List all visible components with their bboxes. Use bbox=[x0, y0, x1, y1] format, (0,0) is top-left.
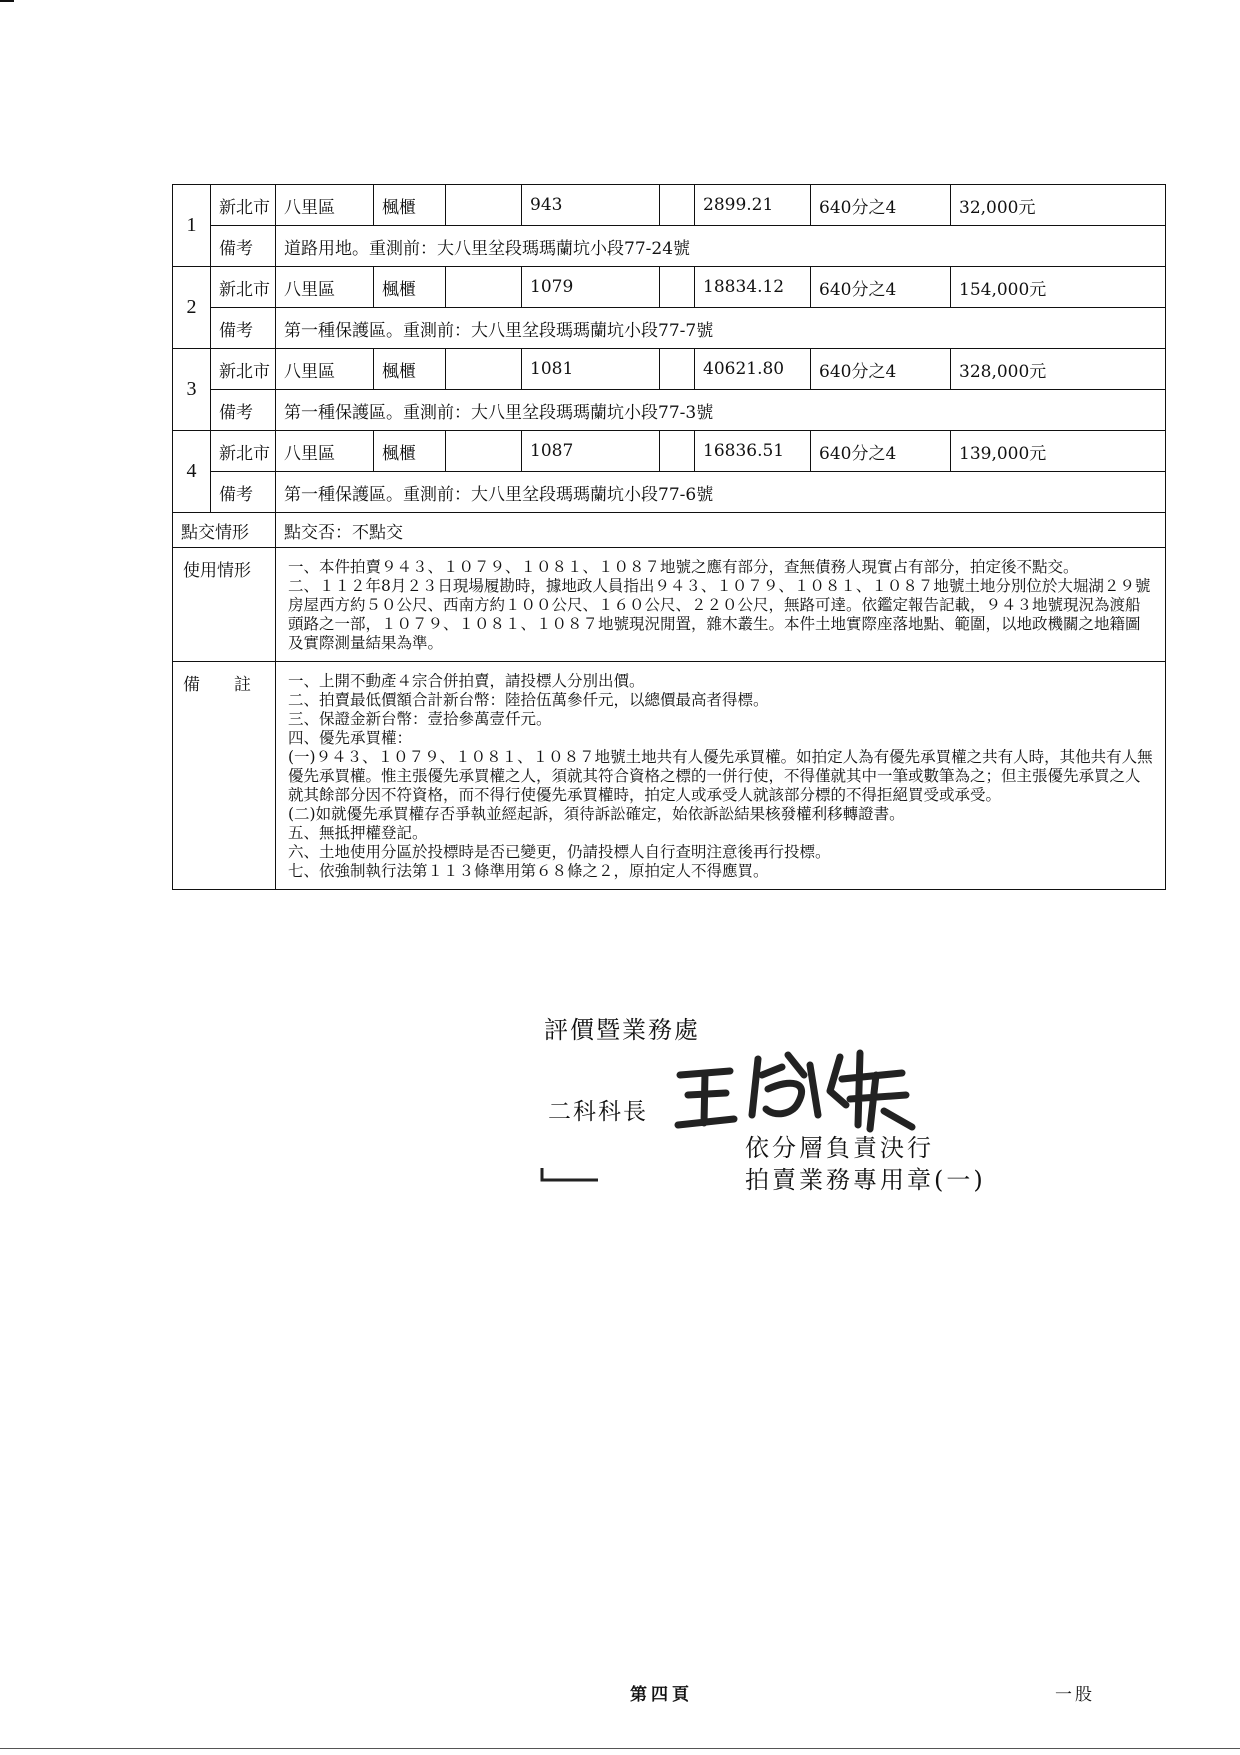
subsection-cell bbox=[446, 431, 522, 472]
share-cell: 640分之4 bbox=[811, 431, 951, 472]
handover-text: 點交否：不點交 bbox=[276, 513, 1166, 548]
share-cell: 640分之4 bbox=[811, 267, 951, 308]
blank-cell bbox=[660, 267, 695, 308]
court-section: 一股 bbox=[1055, 1685, 1095, 1705]
price-cell: 154,000元 bbox=[951, 267, 1166, 308]
usage-row bbox=[173, 548, 1166, 662]
city-cell: 新北市 bbox=[211, 349, 276, 390]
page-number: 第四頁 bbox=[630, 1685, 693, 1705]
stamp-corner-mark bbox=[540, 1168, 600, 1184]
lot-cell: 943 bbox=[522, 185, 660, 226]
lot-number-index: 3 bbox=[173, 349, 211, 431]
area-cell: 2899.21 bbox=[695, 185, 811, 226]
section-cell: 楓櫃 bbox=[374, 267, 446, 308]
notes-text-line: 一、上開不動產４宗合併拍賣，請投標人分別出價。 bbox=[288, 672, 645, 690]
handover-label: 點交情形 bbox=[173, 513, 276, 548]
remark-label: 備考 bbox=[211, 472, 276, 513]
remark-label: 備考 bbox=[211, 390, 276, 431]
notes-text-line: 四、優先承買權： bbox=[288, 729, 413, 747]
blank-cell bbox=[660, 431, 695, 472]
delegation-stamp-line-2: 拍賣業務專用章(一) bbox=[745, 1166, 986, 1194]
handover-row bbox=[173, 513, 1166, 548]
district-cell: 八里區 bbox=[276, 431, 374, 472]
section-cell: 楓櫃 bbox=[374, 431, 446, 472]
scan-bottom-rule bbox=[0, 1748, 1240, 1749]
notes-text-line: 三、保證金新台幣：壹拾參萬壹仟元。 bbox=[288, 710, 552, 728]
district-cell: 八里區 bbox=[276, 185, 374, 226]
remark-text: 道路用地。重測前：大八里坌段瑪瑪蘭坑小段77-24號 bbox=[276, 226, 1166, 267]
remark-text: 第一種保護區。重測前：大八里坌段瑪瑪蘭坑小段77-3號 bbox=[276, 390, 1166, 431]
property-row bbox=[173, 349, 1166, 390]
usage-text-line: 二、１１２年8月２３日現場履勘時，據地政人員指出９４３、１０７９、１０８１、１０８７地號土地分別位於大堀湖２９號房屋西方約５０公尺、西南方約１００公尺、１６０公尺、２２０公尺，無路可達。依鑑定報告記載，９４３地號現況為渡船頭路之一部，１０７９、１０８１、１０８７地號現況閒置，雜木叢生。本件土地實際座落地點、範圍，以地政機關之地籍圖及實際測量結果為準。 bbox=[288, 577, 1151, 652]
price-cell: 328,000元 bbox=[951, 349, 1166, 390]
scan-corner-mark bbox=[0, 0, 14, 2]
district-cell: 八里區 bbox=[276, 349, 374, 390]
lot-number-index: 2 bbox=[173, 267, 211, 349]
notes-text-line: 七、依強制執行法第１１３條準用第６８條之２，原拍定人不得應買。 bbox=[288, 862, 769, 880]
city-cell: 新北市 bbox=[211, 267, 276, 308]
subsection-cell bbox=[446, 267, 522, 308]
city-cell: 新北市 bbox=[211, 185, 276, 226]
price-cell: 32,000元 bbox=[951, 185, 1166, 226]
city-cell: 新北市 bbox=[211, 431, 276, 472]
handwritten-signature bbox=[670, 1045, 920, 1133]
remark-text: 第一種保護區。重測前：大八里坌段瑪瑪蘭坑小段77-6號 bbox=[276, 472, 1166, 513]
remark-text: 第一種保護區。重測前：大八里坌段瑪瑪蘭坑小段77-7號 bbox=[276, 308, 1166, 349]
land-table-body bbox=[173, 185, 1166, 890]
area-cell: 16836.51 bbox=[695, 431, 811, 472]
area-cell: 40621.80 bbox=[695, 349, 811, 390]
property-remark-row bbox=[173, 308, 1166, 349]
remark-label: 備考 bbox=[211, 226, 276, 267]
property-remark-row bbox=[173, 226, 1166, 267]
usage-label: 使用情形 bbox=[173, 548, 276, 662]
notes-text-line: 六、土地使用分區於投標時是否已變更，仍請投標人自行查明注意後再行投標。 bbox=[288, 843, 831, 861]
lot-number-index: 1 bbox=[173, 185, 211, 267]
share-cell: 640分之4 bbox=[811, 349, 951, 390]
lot-cell: 1079 bbox=[522, 267, 660, 308]
delegation-stamp-line-1: 依分層負責決行 bbox=[745, 1134, 934, 1162]
subsection-cell bbox=[446, 185, 522, 226]
share-cell: 640分之4 bbox=[811, 185, 951, 226]
property-remark-row bbox=[173, 390, 1166, 431]
remark-label: 備考 bbox=[211, 308, 276, 349]
notes-text bbox=[276, 662, 1166, 890]
area-cell: 18834.12 bbox=[695, 267, 811, 308]
issuing-office: 評價暨業務處 bbox=[544, 1016, 700, 1044]
notes-text-line: 二、拍賣最低價額合計新台幣：陸拾伍萬參仟元，以總價最高者得標。 bbox=[288, 691, 769, 709]
notes-text-line: (二)如就優先承買權存否爭執並經起訴，須待訴訟確定，始依訴訟結果核發權利移轉證書。 bbox=[288, 805, 905, 823]
usage-text bbox=[276, 548, 1166, 662]
district-cell: 八里區 bbox=[276, 267, 374, 308]
notes-row bbox=[173, 662, 1166, 890]
property-remark-row bbox=[173, 472, 1166, 513]
property-row bbox=[173, 431, 1166, 472]
section-cell: 楓櫃 bbox=[374, 185, 446, 226]
subsection-cell bbox=[446, 349, 522, 390]
usage-text-line: 一、本件拍賣９４３、１０７９、１０８１、１０８７地號之應有部分，查無債務人現實占有部分，拍定後不點交。 bbox=[288, 558, 1079, 576]
section-cell: 楓櫃 bbox=[374, 349, 446, 390]
lot-number-index: 4 bbox=[173, 431, 211, 513]
property-row bbox=[173, 185, 1166, 226]
notes-text-line: 五、無抵押權登記。 bbox=[288, 824, 428, 842]
lot-cell: 1087 bbox=[522, 431, 660, 472]
lot-cell: 1081 bbox=[522, 349, 660, 390]
price-cell: 139,000元 bbox=[951, 431, 1166, 472]
blank-cell bbox=[660, 349, 695, 390]
notes-label: 備 註 bbox=[173, 662, 276, 890]
property-row bbox=[173, 267, 1166, 308]
blank-cell bbox=[660, 185, 695, 226]
section-chief-title: 二科科長 bbox=[548, 1099, 648, 1125]
notes-text-line: (一)９４３、１０７９、１０８１、１０８７地號土地共有人優先承買權。如拍定人為有優先承買權之共有人時，其他共有人無優先承買權。惟主張優先承買權之人，須就其符合資格之標的一併行使，不得僅就其中一筆或數筆為之；但主張優先承買之人就其餘部分因不符資格，而不得行使優先承買權時，拍定人或承受人就該部分標的不得拒絕買受或承受。 bbox=[288, 748, 1153, 804]
land-auction-table bbox=[172, 184, 1166, 890]
